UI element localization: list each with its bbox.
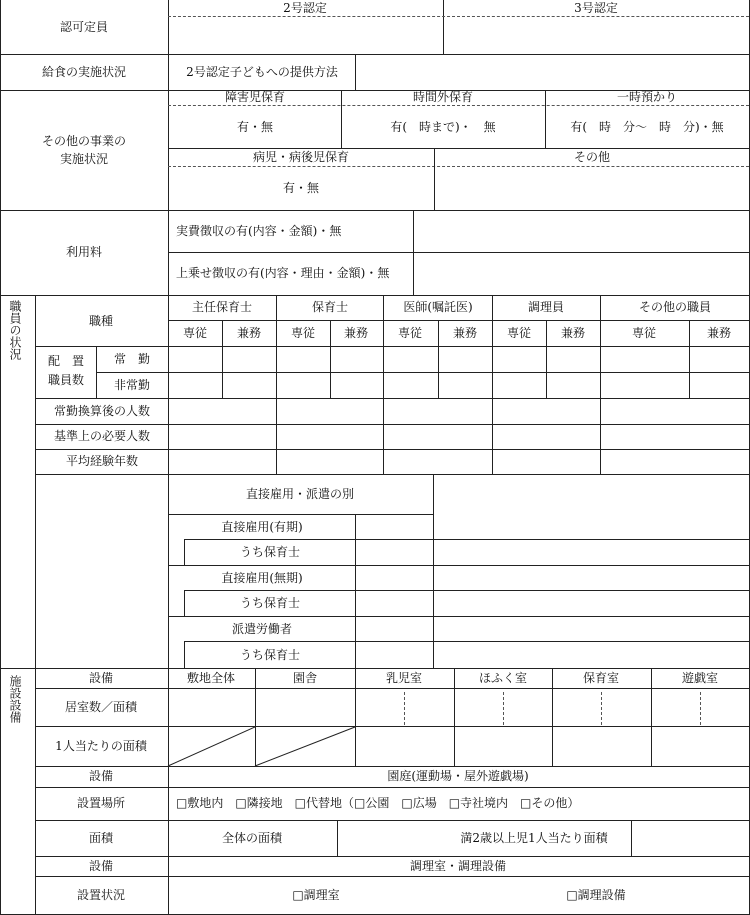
required-label: 基準上の必要人数	[53, 429, 151, 443]
equipment-label: 設備	[88, 671, 114, 685]
yard-row	[35, 820, 750, 821]
eq-col-building: 園舎	[292, 671, 318, 685]
yard-equipment-label: 設備	[88, 769, 114, 783]
part-time-label: 非常勤	[113, 378, 151, 392]
kitchen-equipment-checkbox[interactable]: □調理設備	[566, 888, 626, 902]
eq-col-nursery-room: 保育室	[582, 671, 620, 685]
kitchen-label: 調理室・調理設備	[409, 859, 507, 873]
fulltime-label: 専従	[290, 326, 316, 340]
fees-actual-cost: 実費徴収の有(内容・金額)・無	[176, 224, 342, 238]
eq-col-infant-room: 乳児室	[385, 671, 423, 685]
concurrent-label: 兼務	[236, 326, 262, 340]
fees-surcharge: 上乗せ徴収の有(内容・理由・金額)・無	[176, 266, 390, 280]
meals-method: 2号認定子どもへの提供方法	[186, 65, 338, 79]
status-label: 設置状況	[76, 888, 126, 902]
eq-col-crawling-room: ほふく室	[478, 671, 528, 685]
of-which-nursery-label: うち保育士	[239, 596, 301, 610]
other-service-header: その他	[573, 150, 611, 164]
staff-col-chief-nursery: 主任保育士	[191, 300, 253, 314]
employment-header: 直接雇用・派遣の別	[245, 487, 355, 501]
kitchen-equipment-label: 設備	[88, 859, 114, 873]
location-options[interactable]: □敷地内 □隣接地 □代替地（□公園 □広場 □寺社境内 □その他）	[176, 796, 580, 810]
concurrent-label: 兼務	[560, 326, 586, 340]
disabled-care-value: 有・無	[236, 120, 274, 134]
concurrent-label: 兼務	[343, 326, 369, 340]
temp-care-header: 一時預かり	[616, 90, 678, 104]
approval-label: 認可定員	[59, 20, 109, 34]
dispatched-label: 派遣労働者	[231, 622, 293, 636]
sick-care-header: 病児・病後児保育	[252, 150, 350, 164]
yard-label: 園庭(運動場・屋外遊戯場)	[387, 769, 529, 783]
eq-col-play-room: 遊戯室	[681, 671, 719, 685]
total-area-label: 全体の面積	[221, 831, 283, 845]
regular-label: 常 勤	[113, 352, 151, 366]
job-type-label: 職種	[88, 314, 114, 328]
fulltime-label: 専従	[182, 326, 208, 340]
services-label-1: その他の事業の	[41, 134, 127, 148]
location-label: 設置場所	[76, 796, 126, 810]
yard-row	[35, 787, 750, 788]
direct-indefinite-label: 直接雇用(無期)	[221, 571, 303, 585]
avg-years-label: 平均経験年数	[65, 454, 139, 468]
extended-care-value: 有( 時まで)・ 無	[390, 120, 496, 134]
sick-care-value: 有・無	[282, 181, 320, 195]
services-label-2: 実施状況	[59, 152, 109, 166]
area-label: 面積	[88, 831, 114, 845]
kitchen-row	[35, 876, 750, 877]
of-which-nursery-label: うち保育士	[239, 545, 301, 559]
staff-col-cook: 調理員	[527, 300, 565, 314]
staff-section-label: 職員の状況	[8, 300, 22, 360]
yard-area-divider	[337, 820, 338, 856]
staff-col-other: その他の職員	[638, 300, 712, 314]
per-child-area-label: 満2歳以上児1人当たり面積	[460, 831, 608, 845]
per-person-area-label: 1人当たりの面積	[55, 739, 147, 753]
direct-fixed-label: 直接雇用(有期)	[221, 520, 303, 534]
staff-col-nursery: 保育士	[311, 300, 349, 314]
yard-row	[35, 856, 750, 857]
fulltime-label: 専従	[397, 326, 423, 340]
approval-type2-header: 2号認定	[283, 1, 327, 15]
assigned-label-1: 配 置	[47, 354, 85, 368]
rooms-area-label: 居室数／面積	[64, 700, 138, 714]
staff-col-doctor: 医師(嘱託医)	[403, 300, 473, 314]
disabled-care-header: 障害児保育	[224, 90, 286, 104]
extended-care-header: 時間外保育	[412, 90, 474, 104]
fulltime-label: 専従	[506, 326, 532, 340]
facility-section-label: 施設設備	[8, 675, 22, 723]
concurrent-label: 兼務	[706, 326, 732, 340]
approval-type3-header: 3号認定	[574, 1, 618, 15]
fees-label: 利用料	[65, 245, 103, 259]
concurrent-label: 兼務	[452, 326, 478, 340]
fte-label: 常勤換算後の人数	[53, 404, 151, 418]
assigned-label-2: 職員数	[47, 373, 85, 387]
eq-col-site: 敷地全体	[186, 671, 236, 685]
kitchen-room-checkbox[interactable]: □調理室	[292, 888, 340, 902]
yard-area-divider	[631, 820, 632, 856]
temp-care-value: 有( 時 分〜 時 分)・無	[570, 120, 724, 134]
of-which-nursery-label: うち保育士	[239, 648, 301, 662]
fulltime-label: 専従	[631, 326, 657, 340]
meals-label: 給食の実施状況	[41, 65, 127, 79]
